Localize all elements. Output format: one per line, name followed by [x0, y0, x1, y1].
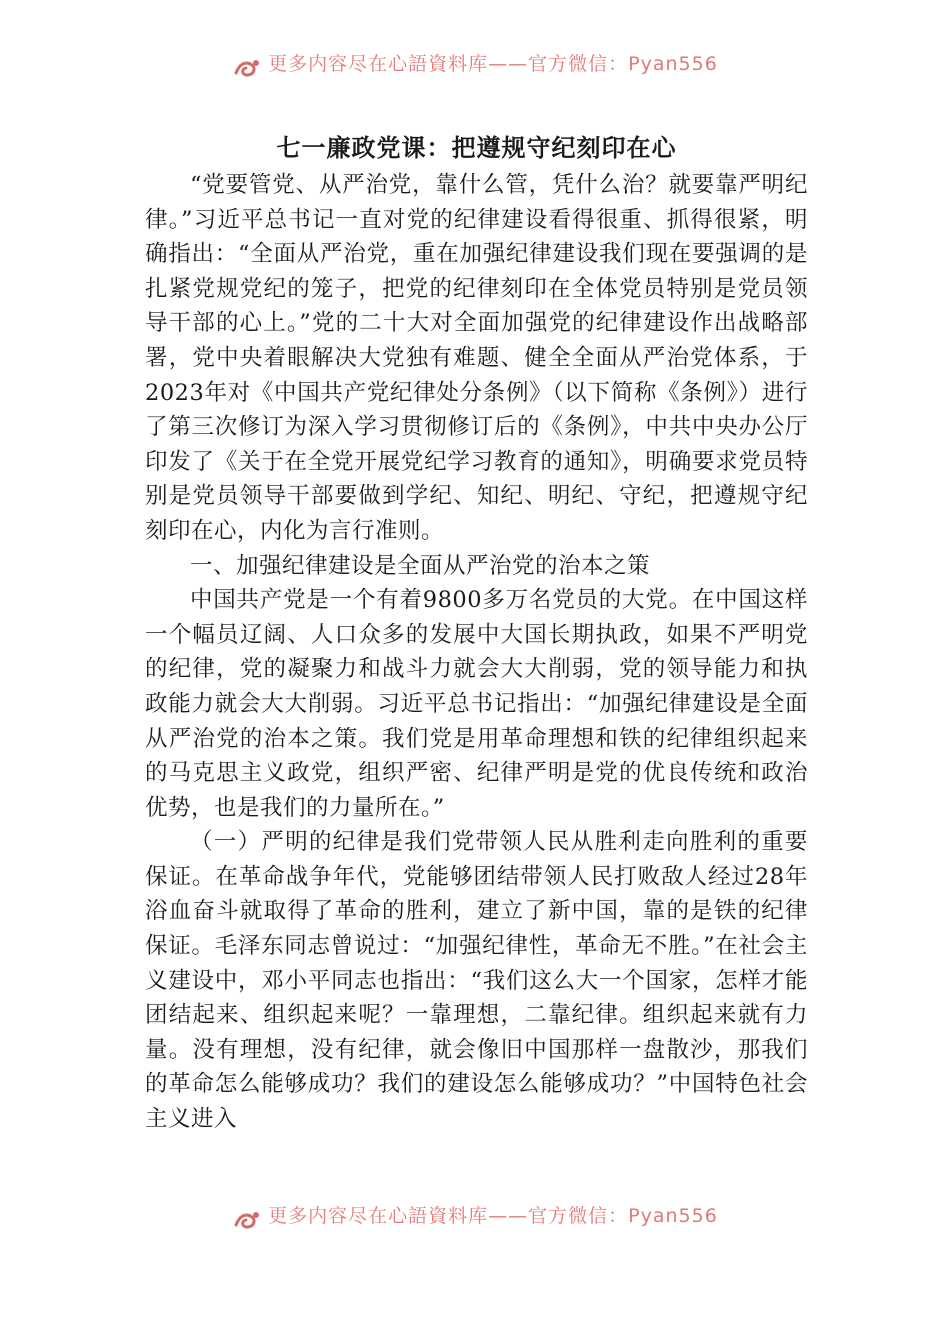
watermark-banner-bottom [0, 1200, 950, 1240]
paragraph-section-1: 中国共产党是一个有着9800多万名党员的大党。在中国这样一个幅员辽阔、人口众多的发展中大国长期执政，如果不严明党的纪律，党的凝聚力和战斗力就会大大削弱，党的领导能力和执政能力就会大大削弱。习近平总书记指出：“加强纪律建设是全面从严治党的治本之策。我们党是用革命理想和铁的纪律组织起来的马克思主义政党，组织严密、纪律严明是党的优良传统和政治优势，也是我们的力量所在。” [145, 587, 808, 821]
section-heading-1: 一、加强纪律建设是全面从严治党的治本之策 [190, 552, 651, 579]
page-title: 七一廉政党课：把遵规守纪刻印在心 [276, 133, 677, 162]
document-page [145, 128, 808, 1137]
watermark-text: 更多内容尽在心語資料库——官方微信：Pyan556 [268, 52, 718, 75]
watermark-banner-top [0, 48, 950, 88]
paragraph-intro: “党要管党、从严治党，靠什么管，凭什么治？就要靠严明纪律。”习近平总书记一直对党的纪律建设看得很重、抓得很紧，明确指出：“全面从严治党，重在加强纪律建设我们现在要强调的是扎紧党规党纪的笼子，把党的纪律刻印在全体党员特别是党员领导干部的心上。”党的二十大对全面加强党的纪律建设作出战略部署，党中央着眼解决大党独有难题、健全全面从严治党体系，于2023年对《中国共产党纪律处分条例》（以下简称《条例》）进行了第三次修订为深入学习贯彻修订后的《条例》，中共中央办公厅印发了《关于在全党开展党纪学习教育的通知》，明确要求党员特别是党员领导干部要做到学纪、知纪、明纪、守纪，把遵规守纪刻印在心，内化为言行准则。 [145, 172, 808, 544]
watermark-logo-icon [232, 1209, 262, 1231]
watermark-text: 更多内容尽在心語資料库——官方微信：Pyan556 [268, 1204, 718, 1227]
paragraph-subsection-1: （一）严明的纪律是我们党带领人民从胜利走向胜利的重要保证。在革命战争年代，党能够团结带领人民打败敌人经过28年浴血奋斗就取得了革命的胜利，建立了新中国，靠的是铁的纪律保证。毛泽东同志曾说过：“加强纪律性，革命无不胜。”在社会主义建设中，邓小平同志也指出：“我们这么大一个国家，怎样才能团结起来、组织起来呢？一靠理想，二靠纪律。组织起来就有力量。没有理想，没有纪律，就会像旧中国那样一盘散沙，那我们的革命怎么能够成功？我们的建设怎么能够成功？”中国特色社会主义进入 [145, 829, 808, 1133]
watermark-logo-icon [232, 57, 262, 79]
